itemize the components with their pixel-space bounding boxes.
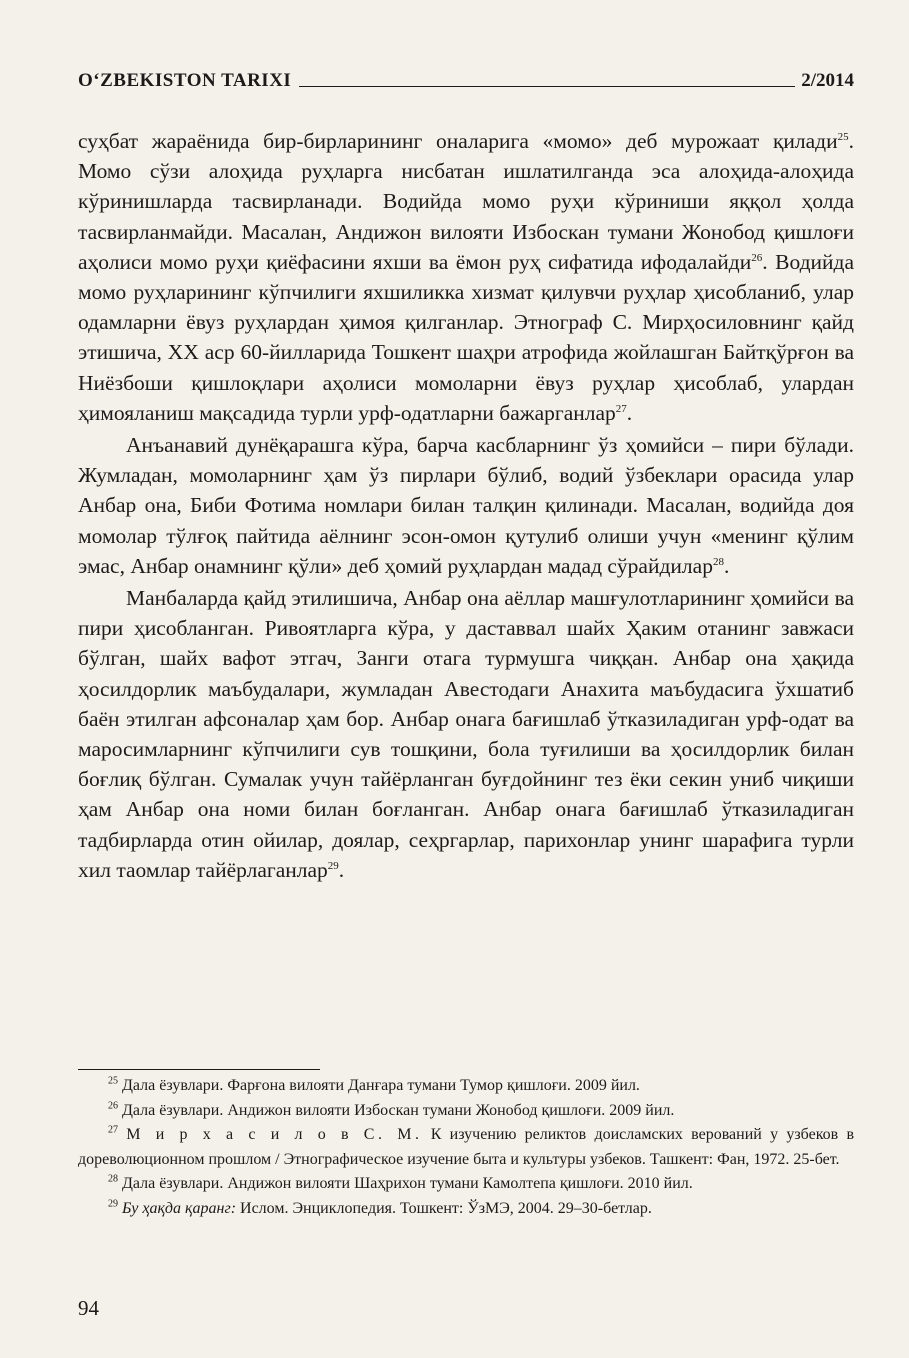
paragraph-text: суҳбат жараёнида бир-бирларининг оналарига «момо» деб мурожаат қилади: [78, 129, 838, 153]
paragraph-3: [78, 583, 854, 885]
footnote-text: Ислом. Энциклопедия. Тошкент: ЎзМЭ, 2004. 29–30-бетлар.: [236, 1199, 652, 1217]
footnote-separator: [78, 1069, 320, 1070]
footnote-ref: 29: [327, 859, 339, 872]
footnote-28: [78, 1172, 854, 1197]
footnote-number: 29: [108, 1198, 118, 1210]
running-header: [78, 70, 854, 92]
footnote-text: Дала ёзувлари. Андижон вилояти Избоскан тумани Жонобод қишлоғи. 2009 йил.: [122, 1101, 675, 1119]
issue-number: 2/2014: [801, 70, 854, 91]
footnote-ref: 25: [837, 130, 849, 143]
footnote-lead: Бу ҳақда қаранг:: [122, 1199, 237, 1217]
footnote-number: 28: [108, 1173, 118, 1185]
footnote-text: Дала ёзувлари. Фарғона вилояти Данғара тумани Тумор қишлоғи. 2009 йил.: [122, 1077, 640, 1094]
footnote-number: 27: [108, 1124, 118, 1136]
paragraph-text: .: [338, 857, 345, 882]
footnote-25: [78, 1074, 854, 1099]
footnote-text: К изучению реликтов доисламских верований у узбеков в дореволюционном прошлом / Этнографическое изучение быта и культуры узбеков. Ташкент: Фан, 1972. 25-бет.: [78, 1126, 855, 1168]
journal-title: O‘ZBEKISTON TARIXI: [78, 70, 292, 91]
article-body: [78, 126, 854, 885]
footnote-ref: 26: [751, 251, 763, 264]
footnote-29: [78, 1197, 854, 1222]
footnote-number: 26: [108, 1100, 118, 1112]
paragraph-text: .: [626, 400, 633, 425]
page-number: 94: [78, 1296, 99, 1320]
footnote-26: [78, 1099, 854, 1124]
paragraph-2: [78, 430, 854, 581]
header-rule: [299, 86, 795, 87]
footnote-author: М и р х а с и л о в С. М.: [126, 1126, 423, 1143]
footnotes: [78, 1074, 854, 1221]
paragraph-text: . Момо сўзи алоҳида руҳларга нисбатан ишлатилганда эса алоҳида-алоҳида кўринишларда тасвирланади. Водийда момо руҳи кўриниши яққол ҳолда тасвирланмайди. Масалан, Андижон вилояти Избоскан тумани Жонобод қишлоғи аҳолиси момо руҳи қиёфасини яхши ва ёмон руҳ сифатида ифодалайди: [78, 129, 854, 274]
paragraph-text: Анъанавий дунёқарашга кўра, барча касбларнинг ўз ҳомийси – пири бўлади. Жумладан, момоларнинг ҳам ўз пирлари бўлиб, водий ўзбеклари орасида улар Анбар она, Биби Фотима номлари билан талқин қилинади. Масалан, водийда доя момолар тўлғоқ пайтида аёлнинг эсон-омон қутулиб олиши учун «менинг қўлим эмас, Анбар онамнинг қўли» деб ҳомий руҳлардан мадад сўрайдилар: [78, 433, 854, 578]
paragraph-text: . Водийда момо руҳларининг кўпчилиги яхшиликка хизмат қилувчи руҳлар ҳисобланиб, улар одамларни ёвуз руҳлардан ҳимоя қилганлар. Этнограф С. Мирҳосиловнинг қайд этишича, ХХ аср 60-йилларида Тошкент шаҳри атрофида жойлашган Байтқўрғон ва Ниёзбоши қишлоқлари аҳолиси момоларни ёвуз руҳлар ҳисоблаб, улардан ҳимояланиш мақсадида турли урф-одатларни бажарганлар: [78, 249, 855, 425]
footnote-ref: 28: [712, 555, 724, 568]
paragraph-1: [78, 126, 854, 428]
footnote-text: Дала ёзувлари. Андижон вилояти Шаҳрихон тумани Камолтепа қишлоғи. 2010 йил.: [122, 1175, 693, 1192]
paragraph-text: .: [723, 553, 730, 578]
footnote-ref: 27: [615, 402, 627, 415]
footnote-27: [78, 1123, 854, 1172]
footnote-number: 25: [108, 1075, 118, 1087]
paragraph-text: Манбаларда қайд этилишича, Анбар она аёллар машғулотларининг ҳомийси ва пири ҳисобланган. Ривоятларга кўра, у даставвал шайх Ҳаким отанинг завжаси бўлган, шайх вафот этгач, Занги отага турмушга чиққан. Анбар она ҳақида ҳосилдорлик маъбудалари, жумладан Авестодаги Анахита маъбудасига ўхшатиб баён этилган афсоналар ҳам бор. Анбар онага бағишлаб ўтказиладиган урф-одат ва маросимларнинг кўпчилиги сув тошқини, бола туғилиши ва ҳосилдорлик билан боғлиқ бўлган. Сумалак учун тайёрланган буғдойнинг тез ёки секин униб чиқиши ҳам Анбар она номи билан боғланган. Анбар онага бағишлаб ўтказиладиган тадбирларда отин ойилар, доялар, сеҳргарлар, парихонлар унинг шарафига турли хил таомлар тайёрлаганлар: [78, 586, 854, 882]
